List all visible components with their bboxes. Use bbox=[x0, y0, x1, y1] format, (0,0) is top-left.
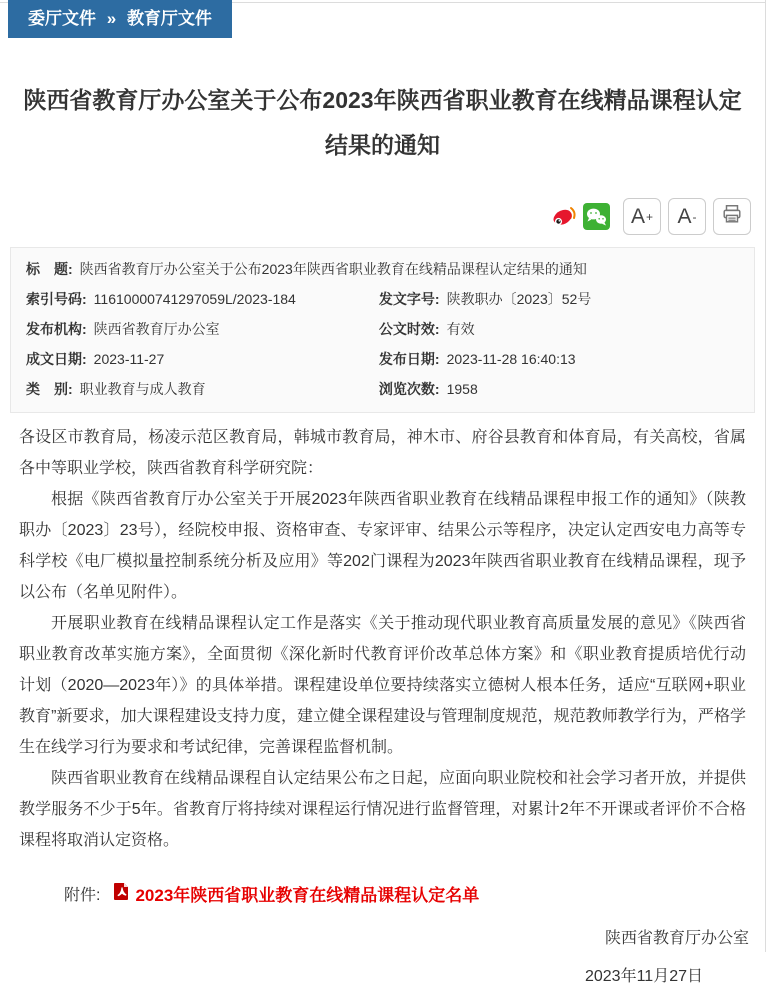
meta-value: 11610000741297059L/2023-184 bbox=[93, 291, 296, 307]
meta-cell bbox=[379, 344, 739, 374]
meta-value: 陕西省教育厅办公室关于公布2023年陕西省职业教育在线精品课程认定结果的通知 bbox=[79, 261, 587, 277]
breadcrumb-section[interactable]: 委厅文件 bbox=[28, 9, 96, 28]
toolbar bbox=[0, 198, 751, 235]
meta-row-dates bbox=[26, 344, 739, 374]
font-decrease-letter: A bbox=[677, 204, 692, 228]
meta-label: 发布机构: bbox=[26, 321, 87, 337]
document-body bbox=[19, 422, 746, 856]
meta-value: 有效 bbox=[446, 321, 475, 337]
meta-label: 成文日期: bbox=[26, 351, 87, 367]
pdf-file-icon bbox=[114, 883, 129, 905]
body-paragraph: 根据《陕西省教育厅办公室关于开展2023年陕西省职业教育在线精品课程申报工作的通知》（陕教职办〔2023〕23号），经院校申报、资格审查、专家评审、结果公示等程序，决定认定西安电力高等专科学校《电厂模拟量控制系统分析及应用》等202门课程为2023年陕西省职业教育在线精品课程，现予以公布（名单见附件）。 bbox=[19, 491, 746, 601]
meta-row-category bbox=[26, 374, 739, 404]
meta-value: 陕教职办〔2023〕52号 bbox=[446, 291, 592, 307]
plus-sign: + bbox=[646, 209, 654, 224]
page-title: 陕西省教育厅办公室关于公布2023年陕西省职业教育在线精品课程认定结果的通知 bbox=[23, 87, 742, 158]
meta-cell bbox=[26, 344, 379, 374]
metadata-table bbox=[10, 247, 755, 413]
meta-label: 浏览次数: bbox=[378, 381, 440, 397]
printer-icon bbox=[721, 203, 743, 231]
meta-value: 2023-11-28 16:40:13 bbox=[446, 351, 576, 367]
font-increase-button[interactable] bbox=[623, 198, 661, 235]
print-button[interactable] bbox=[713, 198, 751, 235]
attachment-link[interactable] bbox=[114, 881, 479, 906]
meta-cell bbox=[26, 374, 379, 404]
font-increase-letter: A bbox=[630, 204, 645, 228]
weibo-share-icon[interactable] bbox=[550, 203, 577, 230]
meta-label: 索引号码: bbox=[26, 291, 87, 307]
meta-cell bbox=[379, 314, 739, 344]
meta-row-title bbox=[26, 254, 739, 284]
body-paragraph: 各设区市教育局，杨凌示范区教育局，韩城市教育局，神木市、府谷县教育和体育局，有关高校，省属各中等职业学校，陕西省教育科学研究院： bbox=[19, 429, 746, 477]
breadcrumb-current[interactable]: 教育厅文件 bbox=[126, 9, 212, 28]
meta-cell bbox=[379, 374, 739, 404]
font-decrease-button[interactable] bbox=[668, 198, 706, 235]
meta-label: 发文字号: bbox=[378, 291, 440, 307]
meta-cell bbox=[26, 314, 379, 344]
body-paragraph: 开展职业教育在线精品课程认定工作是落实《关于推动现代职业教育高质量发展的意见》《陕西省职业教育改革实施方案》，全面贯彻《深化新时代教育评价改革总体方案》和《职业教育提质培优行动计划（2020—2023年）》的具体举措。课程建设单位要持续落实立德树人根本任务，适应“互联网+职业教育”新要求，加大课程建设支持力度，建立健全课程建设与管理制度规范，规范教师教学行为，严格学生在线学习行为要求和考试纪律，完善课程监督机制。 bbox=[19, 615, 746, 756]
meta-label: 发布日期: bbox=[378, 351, 440, 367]
meta-cell bbox=[379, 284, 739, 314]
meta-row-index bbox=[26, 284, 739, 314]
wechat-share-icon[interactable] bbox=[583, 203, 610, 230]
attachment-row bbox=[64, 881, 765, 906]
body-paragraph: 陕西省职业教育在线精品课程自认定结果公布之日起，应面向职业院校和社会学习者开放，并提供教学服务不少于5年。省教育厅将持续对课程运行情况进行监督管理，对累计2年不开课或者评价不合格课程将取消认定资格。 bbox=[19, 770, 746, 849]
meta-label: 公文时效: bbox=[378, 321, 440, 337]
meta-value: 2023-11-27 bbox=[93, 351, 165, 367]
minus-sign: - bbox=[692, 209, 697, 224]
meta-row-agency bbox=[26, 314, 739, 344]
meta-value: 职业教育与成人教育 bbox=[79, 381, 206, 397]
breadcrumb bbox=[8, 0, 232, 38]
breadcrumb-separator: » bbox=[106, 9, 117, 28]
signature-date: 2023年11月27日 bbox=[584, 968, 703, 985]
meta-value: 陕西省教育厅办公室 bbox=[93, 321, 220, 337]
attachment-link-text: 2023年陕西省职业教育在线精品课程认定名单 bbox=[135, 886, 480, 905]
meta-label: 类 别: bbox=[26, 381, 73, 397]
meta-label: 标 题: bbox=[26, 261, 73, 277]
attachment-label: 附件: bbox=[64, 887, 101, 904]
signature-org: 陕西省教育厅办公室 bbox=[604, 930, 749, 947]
meta-cell bbox=[26, 284, 379, 314]
meta-value: 1958 bbox=[446, 381, 478, 397]
